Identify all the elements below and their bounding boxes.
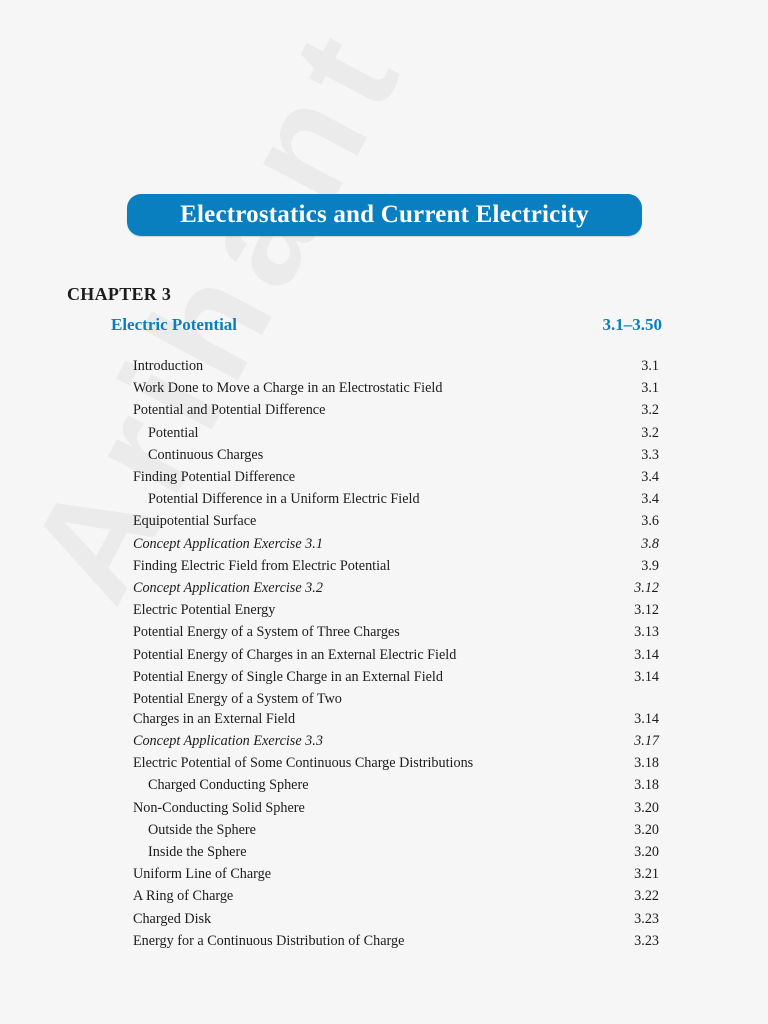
- toc-entry-page: 3.1: [641, 358, 659, 374]
- toc-entry-title: Electric Potential of Some Continuous Charge Distributions: [133, 755, 474, 772]
- chapter-title: Electric Potential: [111, 315, 238, 334]
- toc-entry-title: Finding Electric Field from Electric Potential: [133, 557, 391, 574]
- toc-entry: [133, 621, 659, 643]
- toc-entry-page: 3.18: [634, 755, 659, 772]
- table-of-contents: [133, 355, 659, 952]
- toc-entry-title: Charged Conducting Sphere: [148, 777, 309, 794]
- toc-entry-page: 3.12: [634, 580, 659, 597]
- toc-entry: [133, 488, 659, 510]
- toc-entry: [133, 377, 659, 399]
- toc-entry: [133, 599, 659, 621]
- toc-entry-title: Potential Energy of Charges in an External Electric Field: [133, 646, 457, 663]
- toc-entry-title: Potential Energy of a System of Two Charges in an External Field: [133, 691, 342, 727]
- toc-entry-page: 3.2: [641, 402, 659, 419]
- toc-entry-title: Introduction: [133, 358, 204, 374]
- chapter-label: CHAPTER 3: [67, 284, 172, 304]
- toc-entry-title: Concept Application Exercise 3.2: [133, 580, 323, 597]
- toc-entry-page: 3.14: [634, 710, 659, 727]
- banner-title: Electrostatics and Current Electricity: [180, 201, 589, 228]
- toc-entry-page: 3.20: [634, 821, 659, 838]
- toc-entry: [133, 422, 659, 444]
- toc-entry-page: 3.13: [634, 624, 659, 641]
- toc-entry-page: 3.17: [634, 733, 659, 750]
- toc-entry-title: Concept Application Exercise 3.3: [133, 733, 323, 750]
- toc-entry: [133, 930, 659, 952]
- toc-entry-page: 3.4: [641, 491, 659, 508]
- toc-entry: [133, 510, 659, 532]
- toc-entry-page: 3.14: [634, 668, 659, 685]
- toc-entry-title: Uniform Line of Charge: [133, 866, 272, 883]
- toc-entry-title: Energy for a Continuous Distribution of Charge: [133, 932, 405, 949]
- toc-entry: [133, 666, 659, 688]
- toc-entry-page: 3.23: [634, 910, 659, 927]
- toc-entry-page: 3.12: [634, 602, 659, 619]
- toc-entry: [133, 688, 659, 730]
- toc-entry-title: Potential: [148, 424, 199, 441]
- toc-entry: [133, 466, 659, 488]
- toc-entry: [133, 819, 659, 841]
- toc-entry-title: Concept Application Exercise 3.1: [133, 535, 323, 552]
- toc-entry-title: Potential Energy of a System of Three Charges: [133, 624, 400, 641]
- toc-entry: [133, 533, 659, 555]
- toc-entry: [133, 797, 659, 819]
- toc-entry-title: Non-Conducting Solid Sphere: [133, 799, 305, 816]
- toc-entry-page: 3.20: [634, 799, 659, 816]
- toc-entry: [133, 399, 659, 421]
- toc-entry-title: Charged Disk: [133, 910, 212, 927]
- toc-entry-title: Potential and Potential Difference: [133, 402, 326, 419]
- toc-entry-page: 3.20: [634, 844, 659, 861]
- toc-entry-page: 3.21: [634, 866, 659, 883]
- toc-entry-page: 3.2: [641, 424, 659, 441]
- toc-entry-title: Inside the Sphere: [148, 844, 247, 861]
- toc-entry-title: Continuous Charges: [148, 446, 264, 463]
- toc-entry: [133, 863, 659, 885]
- toc-entry: [133, 908, 659, 930]
- toc-entry-page: 3.18: [634, 777, 659, 794]
- toc-entry-page: 3.1: [641, 380, 659, 397]
- toc-entry: [133, 885, 659, 907]
- chapter-heading-row: [111, 315, 662, 335]
- toc-entry: [133, 730, 659, 752]
- toc-entry-page: 3.14: [634, 646, 659, 663]
- toc-entry: [133, 577, 659, 599]
- toc-entry: [133, 752, 659, 774]
- toc-entry: [133, 841, 659, 863]
- toc-entry-title: Outside the Sphere: [148, 821, 256, 838]
- toc-entry-title: Potential Difference in a Uniform Electric Field: [148, 491, 420, 508]
- toc-entry-page: 3.6: [641, 513, 659, 530]
- toc-entry-title: Electric Potential Energy: [133, 602, 276, 619]
- toc-entry-title: Equipotential Surface: [133, 513, 257, 530]
- toc-entry: [133, 644, 659, 666]
- toc-entry-page: 3.22: [634, 888, 659, 905]
- toc-entry-title: Potential Energy of Single Charge in an External Field: [133, 668, 443, 685]
- toc-entry-title: Finding Potential Difference: [133, 469, 296, 486]
- toc-entry-page: 3.9: [641, 557, 659, 574]
- toc-entry: [133, 444, 659, 466]
- chapter-page-range: 3.1–3.50: [602, 315, 662, 334]
- book-section-banner: [127, 194, 642, 236]
- toc-entry-title: Work Done to Move a Charge in an Electrostatic Field: [133, 380, 443, 397]
- toc-entry: [133, 774, 659, 796]
- toc-entry-page: 3.3: [641, 446, 659, 463]
- toc-entry-page: 3.8: [641, 535, 659, 552]
- toc-entry-page: 3.4: [641, 469, 659, 486]
- toc-entry: [133, 355, 659, 377]
- toc-entry-title: A Ring of Charge: [133, 888, 234, 905]
- toc-entry-page: 3.23: [634, 932, 659, 949]
- toc-entry: [133, 555, 659, 577]
